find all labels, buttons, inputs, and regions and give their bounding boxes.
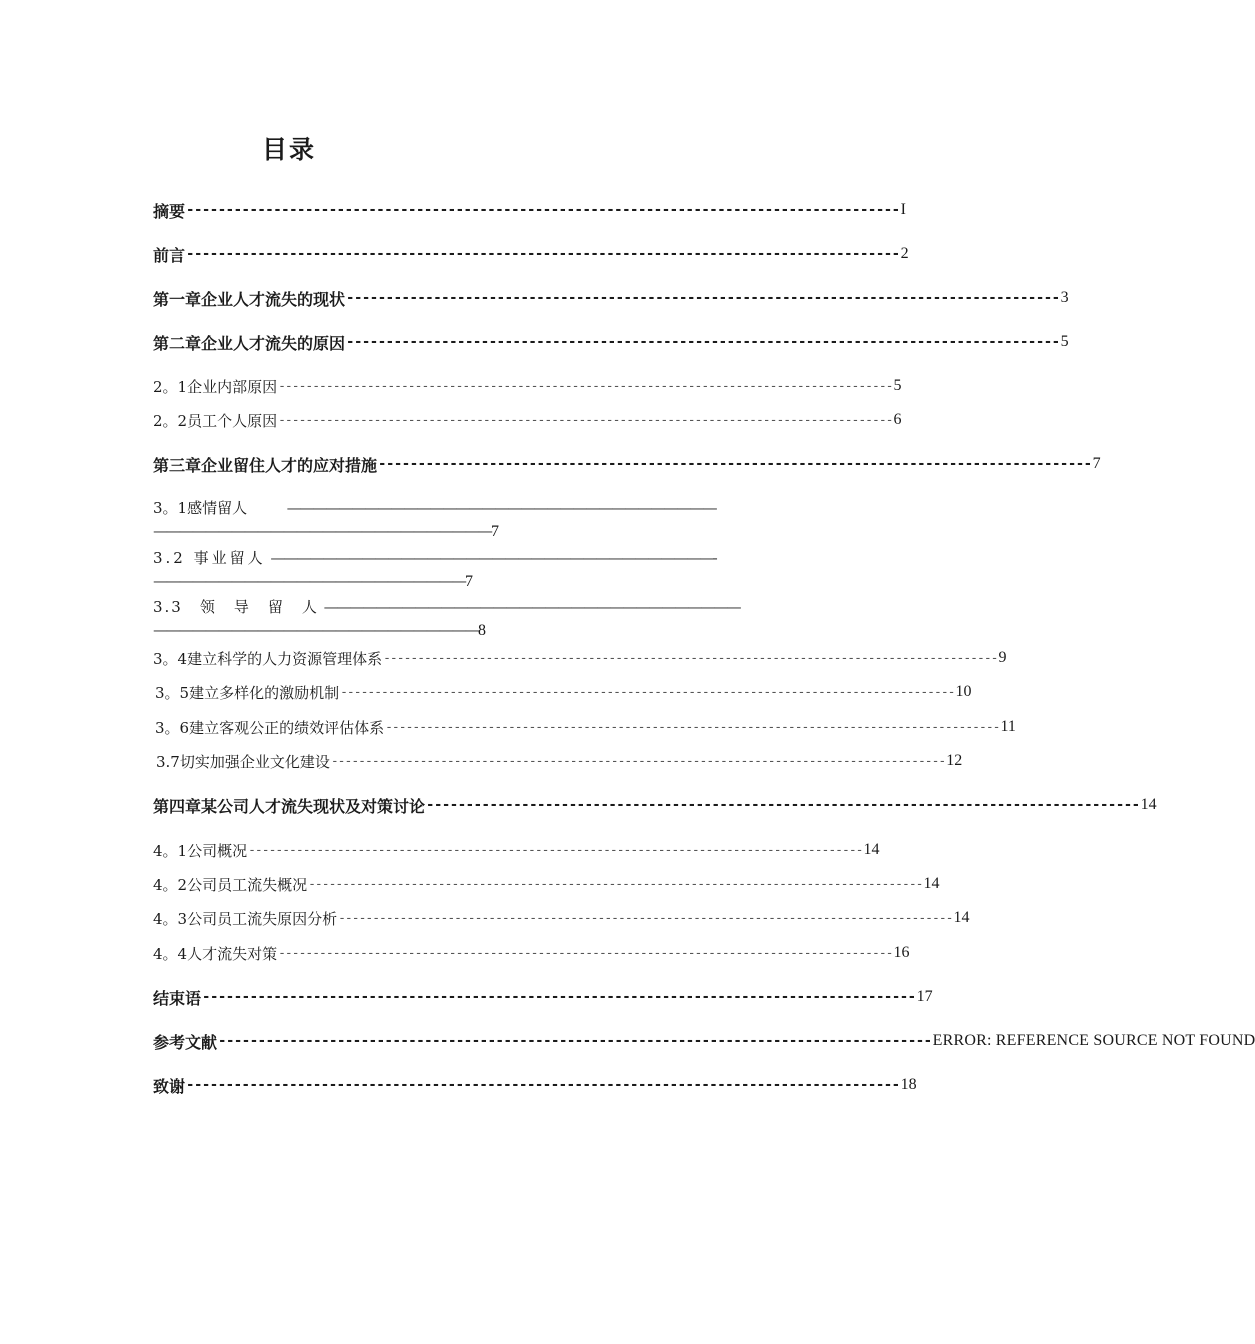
toc-entry-label: 3。4建立科学的人力资源管理体系 [153,649,383,668]
dot-leader: ------------------------------------------------------------------------------------------ [278,378,893,394]
toc-entry[interactable] [153,497,803,518]
toc-entry[interactable] [153,408,902,432]
dash-leader: ———————————————————————— [153,572,465,590]
toc-entry[interactable] [153,838,880,862]
toc-entry-page: 5 [1060,333,1069,350]
toc-entry-label: 3.2 事业留人 [153,549,266,567]
toc-entry-page: 17 [916,988,933,1005]
dash-leader: ————————————————————————— [153,621,478,639]
toc-entry-label: 摘要 [153,201,186,221]
toc-entry[interactable] [153,286,1069,310]
toc-entry[interactable] [153,242,909,266]
toc-entry-page: 9 [998,649,1007,666]
toc-entry[interactable] [153,330,1069,354]
toc-entry-page: 8 [478,622,486,639]
toc-entry-label: 结束语 [153,988,202,1008]
toc-entry[interactable] [153,1029,1255,1053]
toc-entry-page: 14 [863,841,880,858]
dot-leader: ------------------------------------------------------------------------------------------ [186,1077,900,1093]
dash-leader: ————————————————————————————————— [286,499,716,517]
toc-entry-label: 第三章企业留住人才的应对措施 [153,455,378,475]
toc-entry[interactable] [153,198,906,222]
toc-entry[interactable] [153,906,970,930]
toc-entry[interactable] [153,985,933,1009]
dot-leader: ------------------------------------------------------------------------------------------ [340,684,955,700]
dot-leader: ------------------------------------------------------------------------------------------ [186,202,900,218]
dot-leader: ------------------------------------------------------------------------------------------ [278,412,893,428]
dot-leader: ------------------------------------------------------------------------------------------ [308,876,923,892]
dash-leader: ———————————————————————————————— [323,598,740,616]
dot-leader: ------------------------------------------------------------------------------------------ [186,246,900,262]
toc-entry[interactable] [153,1073,917,1097]
toc-entry-label: 第四章某公司人才流失现状及对策讨论 [153,796,426,816]
toc-entry[interactable] [153,941,910,965]
toc-entry-page: 7 [491,523,499,540]
toc-entry-label: 4。1公司概况 [153,841,248,860]
toc-entry[interactable] [153,646,1007,670]
dot-leader: ------------------------------------------------------------------------------------------ [248,842,863,858]
toc-entry-label: 致谢 [153,1076,186,1096]
toc-entry[interactable] [155,680,972,704]
dot-leader: ------------------------------------------------------------------------------------------ [385,719,1000,735]
toc-entry-label: 3。5建立多样化的激励机制 [155,683,340,702]
toc-entry-page: 11 [1000,718,1016,735]
toc-entry-page-error: ERROR: REFERENCE SOURCE NOT FOUND [932,1032,1255,1049]
dot-leader: ------------------------------------------------------------------------------------------ [346,290,1060,306]
toc-entry-page: 2 [900,245,909,262]
dot-leader: ------------------------------------------------------------------------------------------ [383,650,998,666]
toc-entry-page: I [900,201,906,218]
toc-entry-page: 14 [923,875,940,892]
toc-entry-label: 2。2员工个人原因 [153,411,278,430]
toc-entry-label: 参考文献 [153,1032,218,1052]
toc-entry-page: 16 [893,944,910,961]
toc-entry-page: 7 [465,573,473,590]
toc-entry-page: 3 [1060,289,1069,306]
toc-title: 目录 [262,135,317,164]
toc-entry[interactable] [153,374,902,398]
dot-leader: ------------------------------------------------------------------------------------------ [346,334,1060,350]
toc-entry-continued [153,621,486,640]
toc-entry-page: 14 [1140,796,1157,813]
toc-entry-label: 第一章企业人才流失的现状 [153,289,346,309]
dot-leader: ------------------------------------------------------------------------------------------ [378,456,1092,472]
toc-entry-page: 18 [900,1076,917,1093]
toc-entry-page: 10 [955,683,972,700]
toc-entry-label: 3.7切实加强企业文化建设 [156,752,330,771]
toc-entry-page: 12 [946,752,963,769]
toc-entry-label: 第二章企业人才流失的原因 [153,333,346,353]
dot-leader: ------------------------------------------------------------------------------------------ [330,753,946,769]
toc-entry-continued [153,572,473,591]
toc-entry-label: 4。2公司员工流失概况 [153,875,308,894]
toc-entry-page: 7 [1092,455,1101,472]
toc-entry-page: 6 [893,411,902,428]
dash-leader: ——————————————————————————————————- [270,549,716,567]
dot-leader: ------------------------------------------------------------------------------------------ [426,797,1140,813]
toc-entry[interactable] [155,715,1016,739]
toc-entry[interactable] [153,452,1101,476]
dot-leader: ------------------------------------------------------------------------------------------ [218,1033,932,1049]
toc-entry[interactable] [153,793,1157,817]
toc-entry[interactable] [153,547,813,568]
dot-leader: ------------------------------------------------------------------------------------------ [338,910,953,926]
toc-entry-label: 2。1企业内部原因 [153,377,278,396]
toc-entry-label: 前言 [153,245,186,265]
dash-leader: —————————————————————————— [153,522,491,540]
toc-entry-label: 4。3公司员工流失原因分析 [153,909,338,928]
toc-entry-label: 3.3 领 导 留 人 [153,598,319,616]
toc-entry-label: 3。1感情留人 [153,499,248,517]
toc-entry[interactable] [153,872,940,896]
toc-entry[interactable] [156,749,963,773]
toc-entry-page: 5 [893,377,902,394]
toc-entry-label: 4。4人才流失对策 [153,944,278,963]
toc-entry-label: 3。6建立客观公正的绩效评估体系 [155,718,385,737]
toc-entry-continued [153,522,499,541]
dot-leader: ------------------------------------------------------------------------------------------ [278,945,893,961]
toc-entry-page: 14 [953,909,970,926]
dot-leader: ------------------------------------------------------------------------------------------ [202,989,916,1005]
toc-entry[interactable] [153,596,813,617]
